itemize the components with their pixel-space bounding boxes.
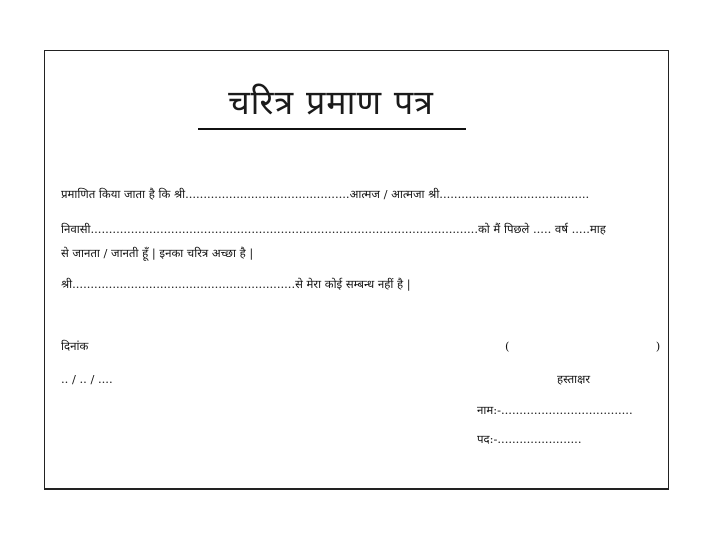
signature-label: हस्ताक्षर bbox=[557, 372, 591, 386]
certificate-line-3: से जानता / जानती हूँ | इनका चरित्र अच्छा है | bbox=[61, 246, 254, 260]
certificate-title: चरित्र प्रमाण पत्र bbox=[228, 83, 434, 123]
title-underline bbox=[198, 128, 466, 130]
signature-box: ( ) bbox=[505, 339, 661, 353]
certificate-line-1: प्रमाणित किया जाता है कि श्री.............................................आत्मज / आत्मजा श्री......................................... bbox=[61, 187, 590, 201]
designation-field: पद:-....................... bbox=[477, 432, 582, 446]
date-label: दिनांक bbox=[61, 339, 89, 353]
certificate-line-2: निवासी..........................................................................................................को मैं पिछले ..... वर्ष .....माह bbox=[61, 222, 606, 236]
name-field: नाम:-.................................... bbox=[477, 403, 633, 417]
certificate-line-4: श्री.............................................................से मेरा कोई सम्बन्ध नहीं है | bbox=[61, 277, 411, 291]
date-value: .. / .. / .... bbox=[61, 372, 113, 386]
